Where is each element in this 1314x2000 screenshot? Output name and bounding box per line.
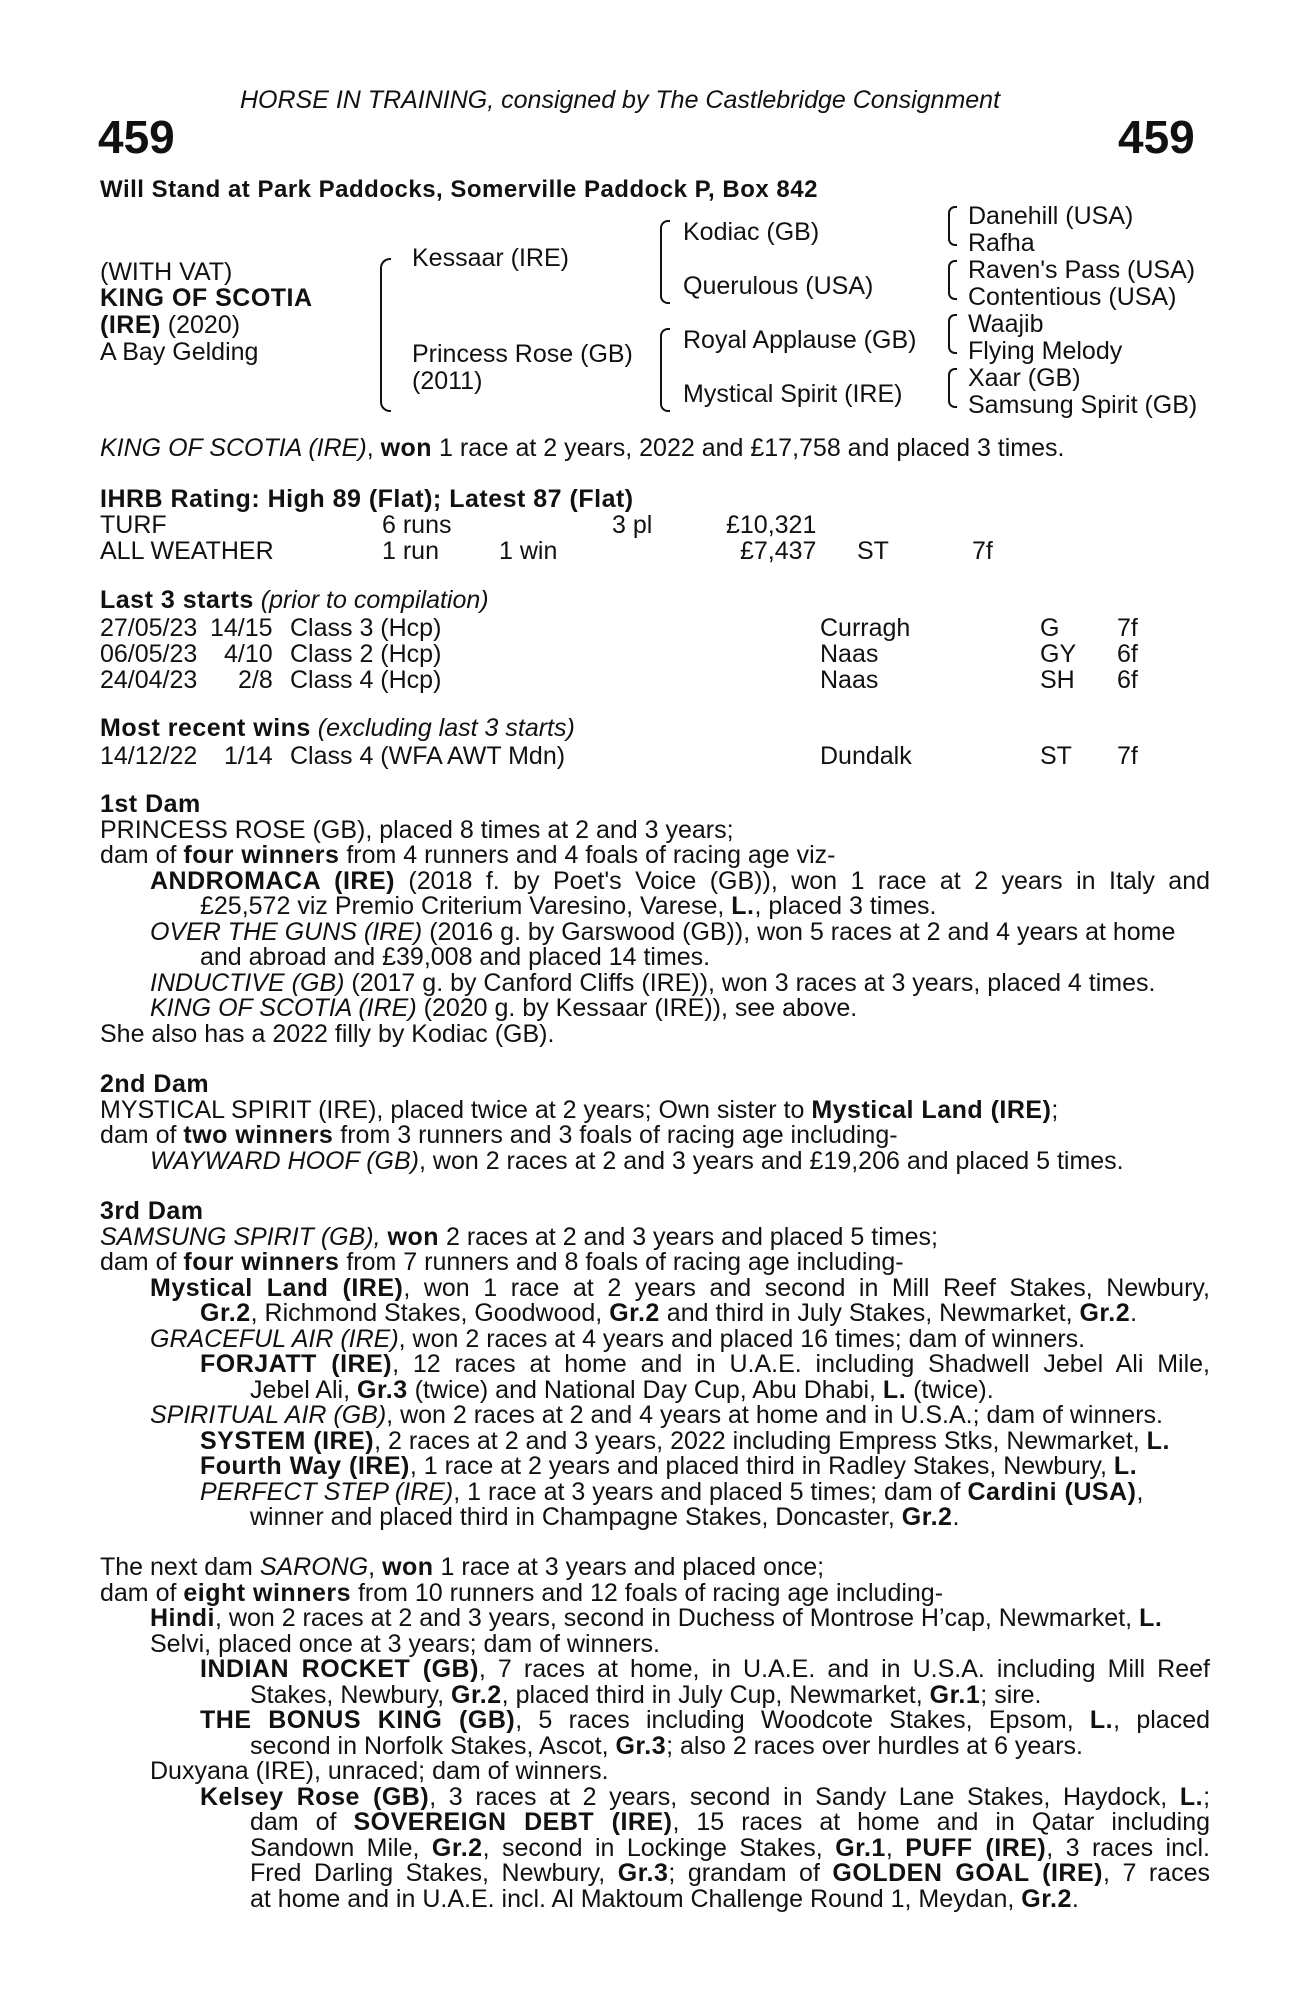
consignor-line: HORSE IN TRAINING, consigned by The Castlebridge Consignment xyxy=(240,86,1001,114)
next-line xyxy=(100,1861,1210,1887)
start-pos: 14/15 xyxy=(210,614,273,642)
text: Mystical Land (IRE) xyxy=(150,1273,404,1302)
text: four winners xyxy=(183,1248,340,1276)
text: Gr.2 xyxy=(609,1299,660,1327)
text: 2 races at 2 and 3 years and placed 5 times; xyxy=(439,1222,938,1251)
text: won xyxy=(387,1222,440,1251)
text: Gr.2 xyxy=(431,1833,483,1862)
next-line xyxy=(100,1555,1210,1581)
first-dam-section xyxy=(100,792,1210,1047)
text: , 1 race at 2 years and placed third in Radley Stakes, Newbury, xyxy=(409,1452,1114,1480)
ped-ssd: Rafha xyxy=(968,229,1035,257)
first-dam-heading: 1st Dam xyxy=(100,790,201,818)
text: Sandown Mile, xyxy=(250,1833,432,1862)
last3-title: Last 3 starts xyxy=(100,586,254,614)
start-course: Curragh xyxy=(820,614,911,642)
text: Gr.2 xyxy=(901,1503,953,1531)
third-dam-section xyxy=(100,1199,1210,1531)
ped-ds: Royal Applause (GB) xyxy=(683,326,917,354)
next-line xyxy=(100,1833,1210,1862)
rating-placed: 3 pl xyxy=(612,511,653,539)
dam1-line xyxy=(100,968,1210,997)
text: The next dam xyxy=(100,1553,260,1581)
text: Fred Darling Stakes, Newbury, xyxy=(250,1859,618,1887)
text: Gr.2 xyxy=(1021,1884,1072,1913)
text: , Richmond Stakes, Goodwood, xyxy=(250,1299,610,1327)
text: Gr.2 xyxy=(451,1680,502,1709)
text: , placed 3 times. xyxy=(754,892,937,920)
summary-rest: 1 race at 2 years, 2022 and £17,758 and placed 3 times. xyxy=(432,434,1065,462)
text: eight winners xyxy=(183,1578,352,1607)
next-line xyxy=(100,1606,1210,1632)
dam3-line xyxy=(100,1403,1210,1429)
start-race: Class 4 (Hcp) xyxy=(290,666,442,694)
text: L. xyxy=(1113,1452,1138,1480)
dam1-line: PRINCESS ROSE (GB), placed 8 times at 2 and 3 years; xyxy=(100,815,734,844)
text: Fourth Way (IRE) xyxy=(200,1452,410,1480)
dam3-line xyxy=(100,1301,1210,1327)
text: , xyxy=(1136,1477,1144,1506)
text: (2018 f. by Poet's Voice (GB)), won 1 race at 2 years in Italy and xyxy=(395,866,1210,895)
text: Hindi xyxy=(150,1604,215,1632)
next-dam-section xyxy=(100,1555,1210,1912)
dam1-line: and abroad and £39,008 and placed 14 times. xyxy=(200,943,711,971)
win-date: 14/12/22 xyxy=(100,742,198,770)
start-date: 27/05/23 xyxy=(100,614,198,642)
start-race: Class 2 (Hcp) xyxy=(290,640,442,668)
text: from 10 runners and 12 foals of racing age including- xyxy=(351,1578,944,1607)
dam1-line xyxy=(100,866,1210,895)
ped-dam: Princess Rose (GB) xyxy=(412,340,633,368)
text: dam of xyxy=(100,1578,184,1607)
text: . xyxy=(1071,1884,1079,1913)
text: Cardini (USA) xyxy=(967,1477,1137,1506)
dam3-line xyxy=(100,1250,1210,1276)
text: (twice) and National Day Cup, Abu Dhabi, xyxy=(407,1375,883,1404)
start-going: GY xyxy=(1040,640,1077,668)
text: Gr.2 xyxy=(200,1299,251,1327)
vat-note: (WITH VAT) xyxy=(100,258,233,286)
text: SARONG xyxy=(259,1553,369,1581)
second-dam-heading: 2nd Dam xyxy=(100,1070,210,1098)
dam3-line xyxy=(100,1324,1210,1353)
recent-heading xyxy=(100,716,575,742)
dam1-line xyxy=(100,894,1210,920)
rating-heading: IHRB Rating: High 89 (Flat); Latest 87 (Flat) xyxy=(100,485,634,513)
start-dist: 6f xyxy=(1117,666,1138,694)
text: dam of xyxy=(250,1808,354,1836)
text: , 12 races at home and in U.A.E. including Shadwell Jebel Ali Mile, xyxy=(392,1350,1211,1378)
next-line xyxy=(100,1731,1210,1760)
text: SPIRITUAL AIR (GB) xyxy=(150,1401,387,1429)
text: ; xyxy=(1051,1095,1059,1124)
dam3-line xyxy=(100,1454,1210,1480)
ped-dam-year: (2011) xyxy=(412,367,483,395)
text: Gr.3 xyxy=(617,1859,669,1887)
start-going: G xyxy=(1040,614,1060,642)
next-line xyxy=(100,1657,1210,1683)
text: . xyxy=(952,1503,960,1531)
text: , 7 races at home, in U.A.E. and in U.S.A. including Mill Reef xyxy=(478,1655,1210,1683)
text: Stakes, Newbury, xyxy=(250,1680,452,1709)
text: SAMSUNG SPIRIT (GB), xyxy=(100,1222,388,1251)
recent-title: Most recent wins xyxy=(100,714,311,742)
text: two winners xyxy=(183,1121,334,1149)
ped-sdd: Contentious (USA) xyxy=(968,283,1177,311)
dam2-line xyxy=(100,1146,1210,1175)
text: dam of xyxy=(100,841,184,869)
dam3-line xyxy=(100,1352,1210,1378)
recent-note: (excluding last 3 starts) xyxy=(310,714,575,742)
text: MYSTICAL SPIRIT (IRE), placed twice at 2 years; Own sister to xyxy=(100,1095,812,1124)
text: INDUCTIVE (GB) xyxy=(150,968,345,997)
second-dam-section xyxy=(100,1072,1210,1174)
text: , won 1 race at 2 years and second in Mill Reef Stakes, Newbury, xyxy=(403,1273,1211,1302)
text: Gr.3 xyxy=(615,1731,667,1760)
dam1-line xyxy=(100,917,1210,946)
ped-dsd: Flying Melody xyxy=(968,337,1123,365)
text: Mystical Land (IRE) xyxy=(811,1095,1052,1124)
text: WAYWARD HOOF (GB) xyxy=(150,1146,419,1175)
next-line: Duxyana (IRE), unraced; dam of winners. xyxy=(150,1757,609,1785)
text: winner and placed third in Champagne Stakes, Doncaster, xyxy=(250,1503,902,1531)
text: Gr.1 xyxy=(835,1833,886,1862)
next-line xyxy=(100,1708,1210,1734)
text: . xyxy=(1130,1299,1138,1327)
text: (2016 g. by Garswood (GB)), won 5 races at 2 and 4 years at home xyxy=(422,917,1176,946)
ped-ddd: Samsung Spirit (GB) xyxy=(968,391,1198,419)
text: PUFF (IRE) xyxy=(905,1833,1047,1862)
text: ANDROMACA (IRE) xyxy=(150,866,395,895)
text: , won 2 races at 2 and 3 years and £19,206 and placed 5 times. xyxy=(419,1146,1124,1175)
rating-surface: TURF xyxy=(100,511,167,539)
text: Jebel Ali, xyxy=(250,1375,358,1404)
rating-going: ST xyxy=(857,537,889,565)
summary-won: won xyxy=(380,434,433,462)
dam3-line xyxy=(100,1273,1211,1302)
text: OVER THE GUNS (IRE) xyxy=(150,917,423,946)
start-dist: 6f xyxy=(1117,640,1138,668)
start-going: SH xyxy=(1040,666,1075,694)
text: 1 race at 3 years and placed once; xyxy=(433,1553,825,1581)
text: L. xyxy=(882,1375,907,1404)
start-course: Naas xyxy=(820,666,879,694)
next-line xyxy=(100,1782,1211,1811)
text: ; sire. xyxy=(980,1680,1042,1709)
dam3-line xyxy=(100,1222,1210,1251)
text: L. xyxy=(731,892,755,920)
win-course: Dundalk xyxy=(820,742,912,770)
race-summary: KING OF SCOTIA (IRE), won 1 race at 2 years, 2022 and £17,758 and placed 3 times. xyxy=(100,434,1065,462)
dam3-line xyxy=(100,1426,1210,1455)
text: L. xyxy=(1179,1782,1204,1811)
g3-brace-2 xyxy=(948,260,957,300)
start-date: 24/04/23 xyxy=(100,666,198,694)
rating-money: £7,437 xyxy=(740,537,817,565)
dam3-line xyxy=(100,1477,1210,1506)
next-line xyxy=(100,1680,1210,1709)
ped-dss: Waajib xyxy=(968,310,1044,338)
rating-wins: 1 win xyxy=(499,537,558,565)
g3-brace-1 xyxy=(948,206,957,246)
dam1-line xyxy=(100,996,1210,1022)
text: THE BONUS KING (GB) xyxy=(200,1706,516,1734)
ped-dd: Mystical Spirit (IRE) xyxy=(683,380,903,408)
start-race: Class 3 (Hcp) xyxy=(290,614,442,642)
g3-brace-3 xyxy=(948,314,957,354)
text: FORJATT (IRE) xyxy=(200,1350,393,1378)
rating-money: £10,321 xyxy=(726,511,817,539)
win-race: Class 4 (WFA AWT Mdn) xyxy=(290,742,566,770)
horse-origin: (IRE) xyxy=(100,311,161,339)
text: , 3 races at 2 years, second in Sandy Lane Stakes, Haydock, xyxy=(429,1782,1180,1811)
text: , second in Lockinge Stakes, xyxy=(482,1833,836,1862)
text: , 5 races including Woodcote Stakes, Epsom, xyxy=(515,1706,1090,1734)
dam3-line xyxy=(100,1505,1210,1531)
last3-heading xyxy=(100,588,489,614)
next-line xyxy=(100,1884,1210,1913)
rating-runs: 1 run xyxy=(382,537,439,565)
ped-sire: Kessaar (IRE) xyxy=(412,244,569,272)
start-dist: 7f xyxy=(1117,614,1138,642)
rating-runs: 6 runs xyxy=(382,511,452,539)
text: SYSTEM (IRE) xyxy=(200,1426,375,1455)
text: , won 2 races at 2 and 3 years, second in Duchess of Montrose H’cap, Newmarket, xyxy=(215,1604,1140,1632)
text: , xyxy=(885,1833,906,1862)
text: dam of xyxy=(100,1121,184,1149)
lot-number-right: 459 xyxy=(1118,111,1195,163)
text: KING OF SCOTIA (IRE) xyxy=(150,994,417,1022)
start-course: Naas xyxy=(820,640,879,668)
text: ; also 2 races over hurdles at 6 years. xyxy=(666,1731,1083,1760)
next-line xyxy=(100,1810,1210,1836)
start-pos: 2/8 xyxy=(238,666,273,694)
horse-description: A Bay Gelding xyxy=(100,338,259,366)
text: L. xyxy=(1089,1706,1114,1734)
text: Gr.3 xyxy=(357,1375,408,1404)
stand-line: Will Stand at Park Paddocks, Somerville Paddock P, Box 842 xyxy=(100,176,818,203)
text: from 4 runners and 4 foals of racing age viz- xyxy=(339,841,836,869)
ped-dds: Xaar (GB) xyxy=(968,364,1081,392)
text: (2017 g. by Canford Cliffs (IRE)), won 3 races at 3 years, placed 4 times. xyxy=(344,968,1156,997)
text: , 3 races incl. xyxy=(1046,1833,1210,1862)
horse-name: KING OF SCOTIA xyxy=(100,284,313,312)
text: ; grandam of xyxy=(668,1859,833,1887)
dam2-line xyxy=(100,1123,1210,1149)
rating-dist: 7f xyxy=(972,537,993,565)
text: L. xyxy=(1139,1604,1163,1632)
text: , placed third in July Cup, Newmarket, xyxy=(501,1680,930,1709)
text: , won 2 races at 2 and 4 years at home and in U.S.A.; dam of winners. xyxy=(386,1401,1163,1429)
text: INDIAN ROCKET (GB) xyxy=(200,1655,479,1683)
win-pos: 1/14 xyxy=(224,742,273,770)
text: , xyxy=(368,1553,383,1581)
dam1-line: She also has a 2022 filly by Kodiac (GB). xyxy=(100,1019,555,1048)
last3-note: (prior to compilation) xyxy=(253,586,489,614)
text: , 15 races at home and in Qatar including xyxy=(672,1808,1211,1836)
win-dist: 7f xyxy=(1117,742,1138,770)
text: dam of xyxy=(100,1248,184,1276)
text: , placed xyxy=(1113,1706,1210,1734)
rating-surface: ALL WEATHER xyxy=(100,537,274,565)
win-going: ST xyxy=(1040,742,1072,770)
text: ; xyxy=(1203,1782,1211,1811)
text: , 1 race at 3 years and placed 5 times; dam of xyxy=(453,1477,968,1506)
text: , 7 races xyxy=(1102,1859,1210,1887)
summary-name: KING OF SCOTIA (IRE) xyxy=(100,434,367,462)
dam1-line xyxy=(100,843,1210,869)
text: (twice). xyxy=(906,1375,994,1404)
text: GRACEFUL AIR (IRE) xyxy=(150,1324,399,1353)
text: , 2 races at 2 and 3 years, 2022 including Empress Stks, Newmarket, xyxy=(374,1426,1147,1455)
text: four winners xyxy=(183,841,340,869)
ped-sds: Raven's Pass (USA) xyxy=(968,256,1196,284)
lot-number-left: 459 xyxy=(98,111,175,163)
text: and third in July Stakes, Newmarket, xyxy=(659,1299,1080,1327)
text: from 3 runners and 3 foals of racing age including- xyxy=(333,1121,898,1149)
third-dam-heading: 3rd Dam xyxy=(100,1197,204,1225)
next-line xyxy=(100,1578,1210,1607)
text: at home and in U.A.E. incl. Al Maktoum Challenge Round 1, Meydan, xyxy=(250,1884,1022,1913)
text: £25,572 viz Premio Criterium Varesino, Varese, xyxy=(200,892,732,920)
sire-dam-brace xyxy=(380,258,391,412)
start-date: 06/05/23 xyxy=(100,640,198,668)
text: PERFECT STEP (IRE) xyxy=(200,1477,454,1506)
dam2-line xyxy=(100,1095,1210,1124)
text: second in Norfolk Stakes, Ascot, xyxy=(250,1731,616,1760)
text: SOVEREIGN DEBT (IRE) xyxy=(353,1808,673,1836)
g3-brace-4 xyxy=(948,368,957,408)
start-pos: 4/10 xyxy=(224,640,273,668)
text: (2020 g. by Kessaar (IRE)), see above. xyxy=(416,994,858,1022)
text: from 7 runners and 8 foals of racing age including- xyxy=(339,1248,904,1276)
ped-sd: Querulous (USA) xyxy=(683,272,874,300)
next-line: Selvi, placed once at 3 years; dam of winners. xyxy=(150,1629,660,1658)
text: , won 2 races at 4 years and placed 16 times; dam of winners. xyxy=(398,1324,1086,1353)
ped-sss: Danehill (USA) xyxy=(968,202,1134,230)
horse-year: (2020) xyxy=(160,311,241,339)
text: Kelsey Rose (GB) xyxy=(200,1782,430,1811)
text: Gr.2 xyxy=(1079,1299,1131,1327)
dam3-line xyxy=(100,1375,1210,1404)
dam-parents-brace xyxy=(660,328,670,412)
horse-origin-year xyxy=(100,313,240,339)
sire-parents-brace xyxy=(660,220,670,304)
text: L. xyxy=(1146,1426,1170,1455)
text: won xyxy=(382,1553,434,1581)
text: GOLDEN GOAL (IRE) xyxy=(832,1859,1103,1887)
ped-ss: Kodiac (GB) xyxy=(683,218,820,246)
text: Gr.1 xyxy=(929,1680,981,1709)
